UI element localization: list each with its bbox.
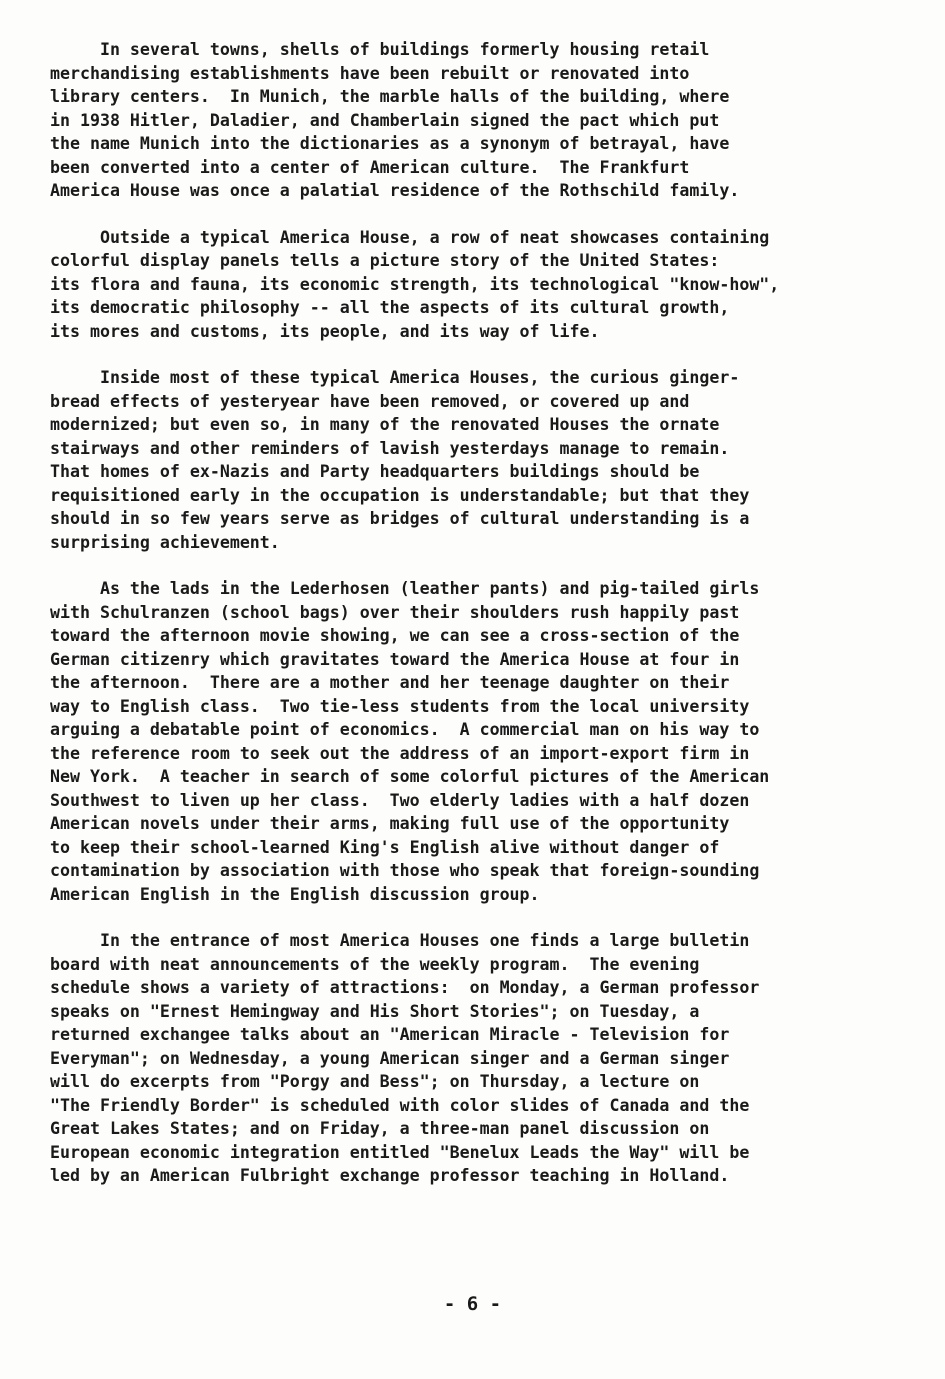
text-line: European economic integration entitled "Benelux Leads the Way" will be <box>50 1142 750 1162</box>
text-line: contamination by association with those who speak that foreign-sounding <box>50 861 760 880</box>
text-line: schedule shows a variety of attractions: on Monday, a German professor <box>50 978 760 997</box>
text-line: In several towns, shells of buildings formerly housing retail <box>50 40 710 59</box>
text-line: requisitioned early in the occupation is understandable; but that they <box>50 485 750 505</box>
text-line: toward the afternoon movie showing, we can see a cross-section of the <box>50 626 740 645</box>
text-line: American English in the English discussion group. <box>50 884 540 904</box>
text-line: been converted into a center of American culture. The Frankfurt <box>50 157 690 177</box>
text-line: That homes of ex-Nazis and Party headquarters buildings should be <box>50 462 700 481</box>
text-line: led by an American Fulbright exchange professor teaching in Holland. <box>50 1166 730 1185</box>
page-number: - 6 - <box>443 1293 502 1315</box>
text-line: In the entrance of most America Houses one finds a large bulletin <box>50 931 750 950</box>
paragraph-1 <box>50 38 920 203</box>
text-line: in 1938 Hitler, Daladier, and Chamberlain signed the pact which put <box>50 110 720 130</box>
text-line: American novels under their arms, making full use of the opportunity <box>50 814 730 833</box>
paragraph-5 <box>50 929 920 1188</box>
text-line: speaks on "Ernest Hemingway and His Short Stories"; on Tuesday, a <box>50 1001 700 1021</box>
text-line: stairways and other reminders of lavish yesterdays manage to remain. <box>50 438 730 458</box>
text-line: returned exchangee talks about an "American Miracle - Television for <box>50 1025 730 1044</box>
text-line: the afternoon. There are a mother and her teenage daughter on their <box>50 673 730 692</box>
text-line: "The Friendly Border" is scheduled with color slides of Canada and the <box>50 1095 750 1115</box>
text-line: Outside a typical America House, a row of neat showcases containing <box>50 227 770 247</box>
text-line: will do excerpts from "Porgy and Bess"; on Thursday, a lecture on <box>50 1072 700 1091</box>
text-line: modernized; but even so, in many of the renovated Houses the ornate <box>50 415 720 434</box>
text-line: its flora and fauna, its economic strength, its technological "know-how", <box>50 274 780 294</box>
text-line: library centers. In Munich, the marble halls of the building, where <box>50 87 730 106</box>
text-line: German citizenry which gravitates toward the America House at four in <box>50 649 740 669</box>
text-line: should in so few years serve as bridges of cultural understanding is a <box>50 509 750 528</box>
text-line: As the lads in the Lederhosen (leather pants) and pig-tailed girls <box>50 579 760 598</box>
text-line: the reference room to seek out the address of an import-export firm in <box>50 743 750 763</box>
text-line: its mores and customs, its people, and its way of life. <box>50 321 600 341</box>
text-line: way to English class. Two tie-less students from the local university <box>50 696 750 716</box>
paragraph-3 <box>50 366 920 554</box>
text-line: America House was once a palatial residence of the Rothschild family. <box>50 181 740 200</box>
text-line: surprising achievement. <box>50 532 280 552</box>
text-line: Great Lakes States; and on Friday, a three-man panel discussion on <box>50 1119 710 1138</box>
text-line: with Schulranzen (school bags) over their shoulders rush happily past <box>50 602 740 622</box>
text-line: New York. A teacher in search of some colorful pictures of the American <box>50 767 770 786</box>
text-line: board with neat announcements of the weekly program. The evening <box>50 954 700 974</box>
text-line: arguing a debatable point of economics. A commercial man on his way to <box>50 720 760 739</box>
text-line: to keep their school-learned King's English alive without danger of <box>50 837 720 857</box>
text-line: merchandising establishments have been rebuilt or renovated into <box>50 63 690 83</box>
paragraph-4 <box>50 577 920 906</box>
text-line: colorful display panels tells a picture story of the United States: <box>50 251 720 270</box>
paragraph-2 <box>50 226 920 344</box>
text-line: the name Munich into the dictionaries as a synonym of betrayal, have <box>50 134 730 153</box>
body-text <box>50 38 920 1211</box>
text-line: Southwest to liven up her class. Two elderly ladies with a half dozen <box>50 790 750 810</box>
text-line: Inside most of these typical America Houses, the curious ginger- <box>50 368 740 387</box>
text-line: bread effects of yesteryear have been removed, or covered up and <box>50 391 690 411</box>
text-line: Everyman"; on Wednesday, a young American singer and a German singer <box>50 1048 730 1068</box>
text-line: its democratic philosophy -- all the aspects of its cultural growth, <box>50 298 730 317</box>
